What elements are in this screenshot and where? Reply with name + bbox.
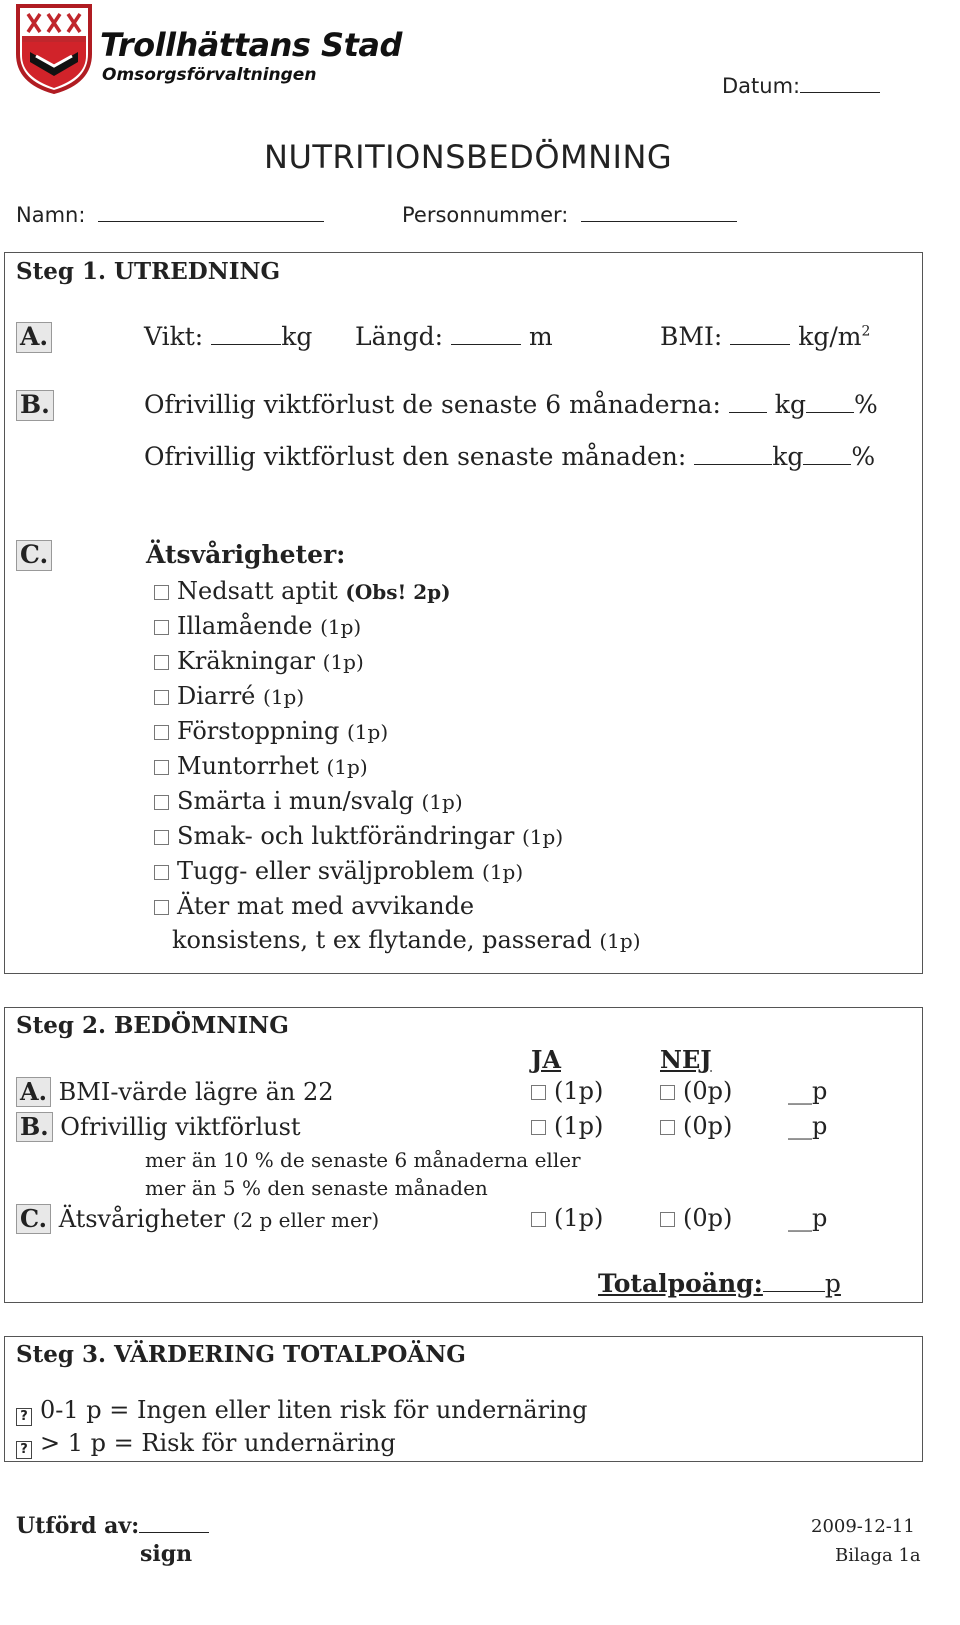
question-mark-icon: ? — [16, 1408, 32, 1426]
performed-by — [16, 1513, 209, 1539]
list-item[interactable] — [154, 889, 641, 923]
performed-by-label: Utförd av: — [16, 1513, 140, 1539]
no-points: (0p) — [683, 1204, 733, 1232]
pnr-blank[interactable] — [581, 220, 737, 222]
item-label: Förstoppning — [177, 717, 340, 745]
list-item[interactable] — [154, 574, 641, 609]
eating-difficulties-list — [154, 574, 641, 958]
yes-points: (1p) — [554, 1204, 604, 1232]
list-item[interactable] — [154, 749, 641, 784]
yes-option[interactable] — [531, 1077, 603, 1105]
weight-blank[interactable] — [211, 343, 281, 345]
list-item[interactable] — [154, 819, 641, 854]
step2-title: Steg 2. BEDÖMNING — [16, 1012, 289, 1039]
checkbox[interactable] — [154, 655, 169, 670]
total-blank[interactable] — [763, 1290, 825, 1292]
sign-label: sign — [140, 1541, 193, 1567]
bmi-field — [660, 322, 870, 351]
height-label: Längd: — [355, 322, 444, 351]
eating-difficulties-heading: Ätsvårigheter: — [146, 540, 346, 569]
yes-points: (1p) — [554, 1077, 604, 1105]
row-score[interactable]: __p — [788, 1112, 828, 1140]
checkbox[interactable] — [154, 585, 169, 600]
name-field — [16, 203, 324, 227]
weight-loss-1m-pct-unit: % — [851, 442, 876, 471]
height-unit: m — [528, 322, 553, 351]
name-blank[interactable] — [98, 220, 324, 222]
item-label: Muntorrhet — [177, 752, 319, 780]
bmi-blank[interactable] — [730, 343, 790, 345]
list-item[interactable] — [154, 784, 641, 819]
row-score[interactable]: __p — [788, 1077, 828, 1105]
org-name: Trollhättans Stad — [100, 26, 402, 64]
weight-loss-1m-pct-blank[interactable] — [803, 463, 851, 465]
weight-label: Vikt: — [144, 322, 204, 351]
checkbox[interactable] — [154, 795, 169, 810]
item-points: (Obs! 2p) — [345, 580, 451, 604]
list-item-continuation — [154, 923, 641, 958]
item-points: (1p) — [320, 615, 362, 639]
step1-c-letter-wrap — [16, 540, 52, 571]
col-yes-header: JA — [531, 1045, 561, 1074]
row-label: Ofrivillig viktförlust — [60, 1113, 301, 1141]
item-points: (1p) — [482, 860, 524, 884]
item-points: (1p) — [522, 825, 564, 849]
table-row — [16, 1077, 334, 1107]
weight-loss-1m-label: Ofrivillig viktförlust den senaste månaden: — [144, 442, 687, 471]
performed-by-blank[interactable] — [139, 1531, 209, 1533]
step1-b-letter: B. — [16, 390, 54, 421]
item-points: (1p) — [421, 790, 463, 814]
checkbox[interactable] — [531, 1212, 546, 1227]
bmi-unit: kg/m — [798, 322, 862, 351]
item-label: Smärta i mun/svalg — [177, 787, 414, 815]
pnr-field — [402, 203, 737, 227]
risk-line-low — [16, 1396, 588, 1426]
checkbox[interactable] — [531, 1120, 546, 1135]
date-blank[interactable] — [800, 91, 880, 93]
org-subtitle: Omsorgsförvaltningen — [102, 65, 317, 85]
weight-unit: kg — [281, 322, 313, 351]
total-label: Totalpoäng: — [598, 1269, 763, 1298]
coat-of-arms-icon — [14, 2, 94, 94]
item-label: Diarré — [177, 682, 256, 710]
row-score[interactable]: __p — [788, 1204, 828, 1232]
col-no-header: NEJ — [660, 1045, 712, 1074]
step3-title: Steg 3. VÄRDERING TOTALPOÄNG — [16, 1341, 466, 1368]
yes-points: (1p) — [554, 1112, 604, 1140]
list-item[interactable] — [154, 609, 641, 644]
date-field — [722, 74, 880, 98]
list-item[interactable] — [154, 854, 641, 889]
checkbox[interactable] — [154, 900, 169, 915]
total-score — [598, 1269, 841, 1298]
note-line-1: mer än 10 % de senaste 6 månaderna eller — [145, 1148, 581, 1172]
checkbox[interactable] — [154, 620, 169, 635]
step1-a-letter: A. — [16, 322, 52, 353]
item-label: Illamående — [177, 612, 313, 640]
checkbox[interactable] — [154, 830, 169, 845]
row-letter: C. — [16, 1204, 51, 1234]
weight-loss-note — [145, 1146, 581, 1202]
weight-loss-6m-pct-unit: % — [853, 390, 878, 419]
weight-loss-1m-kg-blank[interactable] — [694, 463, 772, 465]
page-title: NUTRITIONSBEDÖMNING — [264, 138, 673, 176]
item-points: (1p) — [322, 650, 364, 674]
table-row — [16, 1204, 379, 1234]
name-label: Namn: — [16, 203, 86, 227]
no-points: (0p) — [683, 1112, 733, 1140]
weight-loss-6m-label: Ofrivillig viktförlust de senaste 6 månaderna: — [144, 390, 721, 419]
date-label: Datum: — [722, 74, 801, 98]
row-label: BMI-värde lägre än 22 — [58, 1078, 334, 1106]
logo — [14, 2, 94, 94]
weight-loss-1m — [144, 442, 875, 471]
weight-loss-6m-kg-unit: kg — [774, 390, 806, 419]
weight-loss-1m-kg-unit: kg — [772, 442, 804, 471]
checkbox[interactable] — [660, 1085, 675, 1100]
item-label: Smak- och luktförändringar — [177, 822, 515, 850]
row-label: Ätsvårigheter — [58, 1205, 225, 1233]
checkbox[interactable] — [531, 1085, 546, 1100]
no-option[interactable] — [660, 1077, 732, 1105]
yes-option[interactable] — [531, 1112, 603, 1140]
bmi-unit-sup: 2 — [861, 323, 871, 340]
risk-text-high: > 1 p = Risk för undernäring — [40, 1429, 396, 1457]
weight-field — [144, 322, 312, 351]
item-label: Tugg- eller sväljproblem — [177, 857, 475, 885]
document-date: 2009-12-11 — [811, 1516, 915, 1537]
item-points: (1p) — [263, 685, 305, 709]
yes-option[interactable] — [531, 1204, 603, 1232]
appendix-label: Bilaga 1a — [835, 1545, 921, 1566]
step1-c-letter: C. — [16, 540, 52, 571]
item-label: Äter mat med avvikande — [177, 892, 475, 920]
row-letter: A. — [16, 1077, 51, 1107]
no-option[interactable] — [660, 1204, 732, 1232]
item-points: (1p) — [347, 720, 389, 744]
checkbox[interactable] — [154, 725, 169, 740]
list-item[interactable] — [154, 644, 641, 679]
weight-loss-6m — [144, 390, 878, 419]
height-field — [355, 322, 553, 351]
item-label-cont: konsistens, t ex flytande, passerad — [172, 926, 592, 954]
checkbox[interactable] — [154, 760, 169, 775]
bmi-label: BMI: — [660, 322, 723, 351]
question-mark-icon: ? — [16, 1441, 32, 1459]
checkbox[interactable] — [660, 1120, 675, 1135]
no-option[interactable] — [660, 1112, 732, 1140]
list-item[interactable] — [154, 679, 641, 714]
row-letter: B. — [16, 1112, 53, 1142]
item-points: (1p) — [599, 929, 641, 953]
note-line-2: mer än 5 % den senaste månaden — [145, 1176, 488, 1200]
row-label-small: (2 p eller mer) — [232, 1208, 380, 1232]
step1-b-letter-wrap — [16, 390, 54, 421]
table-row — [16, 1112, 301, 1142]
item-label: Nedsatt aptit — [177, 577, 338, 605]
checkbox[interactable] — [660, 1212, 675, 1227]
total-unit: p — [824, 1269, 841, 1298]
step1-title: Steg 1. UTREDNING — [16, 258, 281, 285]
list-item[interactable] — [154, 714, 641, 749]
step1-a-letter-wrap — [16, 322, 52, 353]
item-label: Kräkningar — [177, 647, 315, 675]
checkbox[interactable] — [154, 865, 169, 880]
pnr-label: Personnummer: — [402, 203, 569, 227]
height-blank[interactable] — [451, 343, 521, 345]
weight-loss-6m-kg-blank[interactable] — [729, 411, 767, 413]
weight-loss-6m-pct-blank[interactable] — [806, 411, 854, 413]
risk-line-high — [16, 1429, 396, 1459]
risk-text-low: 0-1 p = Ingen eller liten risk för undernäring — [40, 1396, 588, 1424]
no-points: (0p) — [683, 1077, 733, 1105]
item-points: (1p) — [326, 755, 368, 779]
checkbox[interactable] — [154, 690, 169, 705]
